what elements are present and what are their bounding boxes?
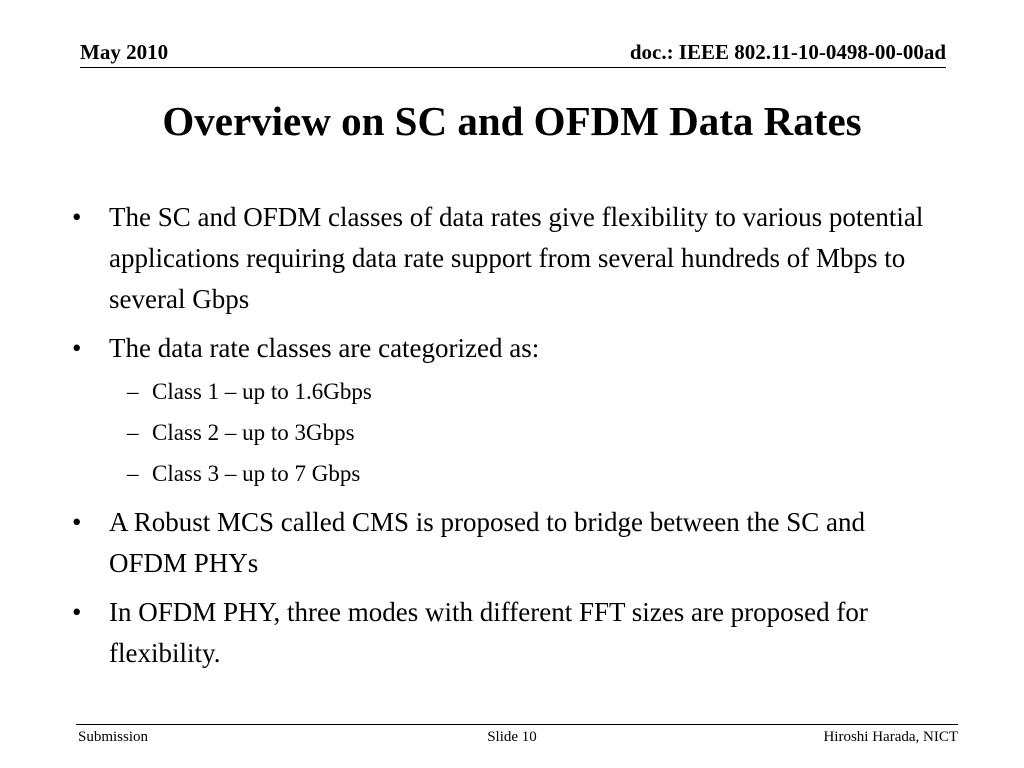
bullet-item [72,592,932,674]
bullet-mark: • [72,333,82,363]
sub-bullet-text: Class 1 – up to 1.6Gbps [152,379,372,404]
sub-bullet-item [72,453,932,494]
footer-divider [76,724,958,725]
header-divider [80,67,946,68]
footer-author: Hiroshi Harada, NICT [823,729,958,745]
bullet-list [72,197,932,682]
footer-submission: Submission [78,729,149,745]
bullet-mark: • [72,597,82,627]
bullet-mark: • [72,507,82,537]
sub-bullet-mark: – [127,379,139,404]
footer-slide-number: Slide 10 [487,729,537,745]
sub-bullet-mark: – [127,461,139,486]
sub-bullet-item [72,371,932,412]
bullet-text: The data rate classes are categorized as: [109,333,540,363]
bullet-text: In OFDM PHY, three modes with different FFT sizes are proposed for flexibility. [109,597,868,668]
slide-title: Overview on SC and OFDM Data Rates [162,98,862,144]
header-doc-id: doc.: IEEE 802.11-10-0498-00-00ad [629,40,946,64]
bullet-item [72,328,932,494]
sub-bullet-text: Class 3 – up to 7 Gbps [152,461,361,486]
sub-bullet-list [72,371,932,494]
sub-bullet-item [72,412,932,453]
bullet-text: A Robust MCS called CMS is proposed to bridge between the SC and OFDM PHYs [109,507,865,578]
header-date: May 2010 [80,40,169,64]
bullet-mark: • [72,202,82,232]
sub-bullet-mark: – [127,420,139,445]
bullet-item [72,197,932,320]
sub-bullet-text: Class 2 – up to 3Gbps [152,420,355,445]
bullet-item [72,502,932,584]
bullet-text: The SC and OFDM classes of data rates give flexibility to various potential applications requiring data rate support from several hundreds of Mbps to several Gbps [109,202,924,314]
